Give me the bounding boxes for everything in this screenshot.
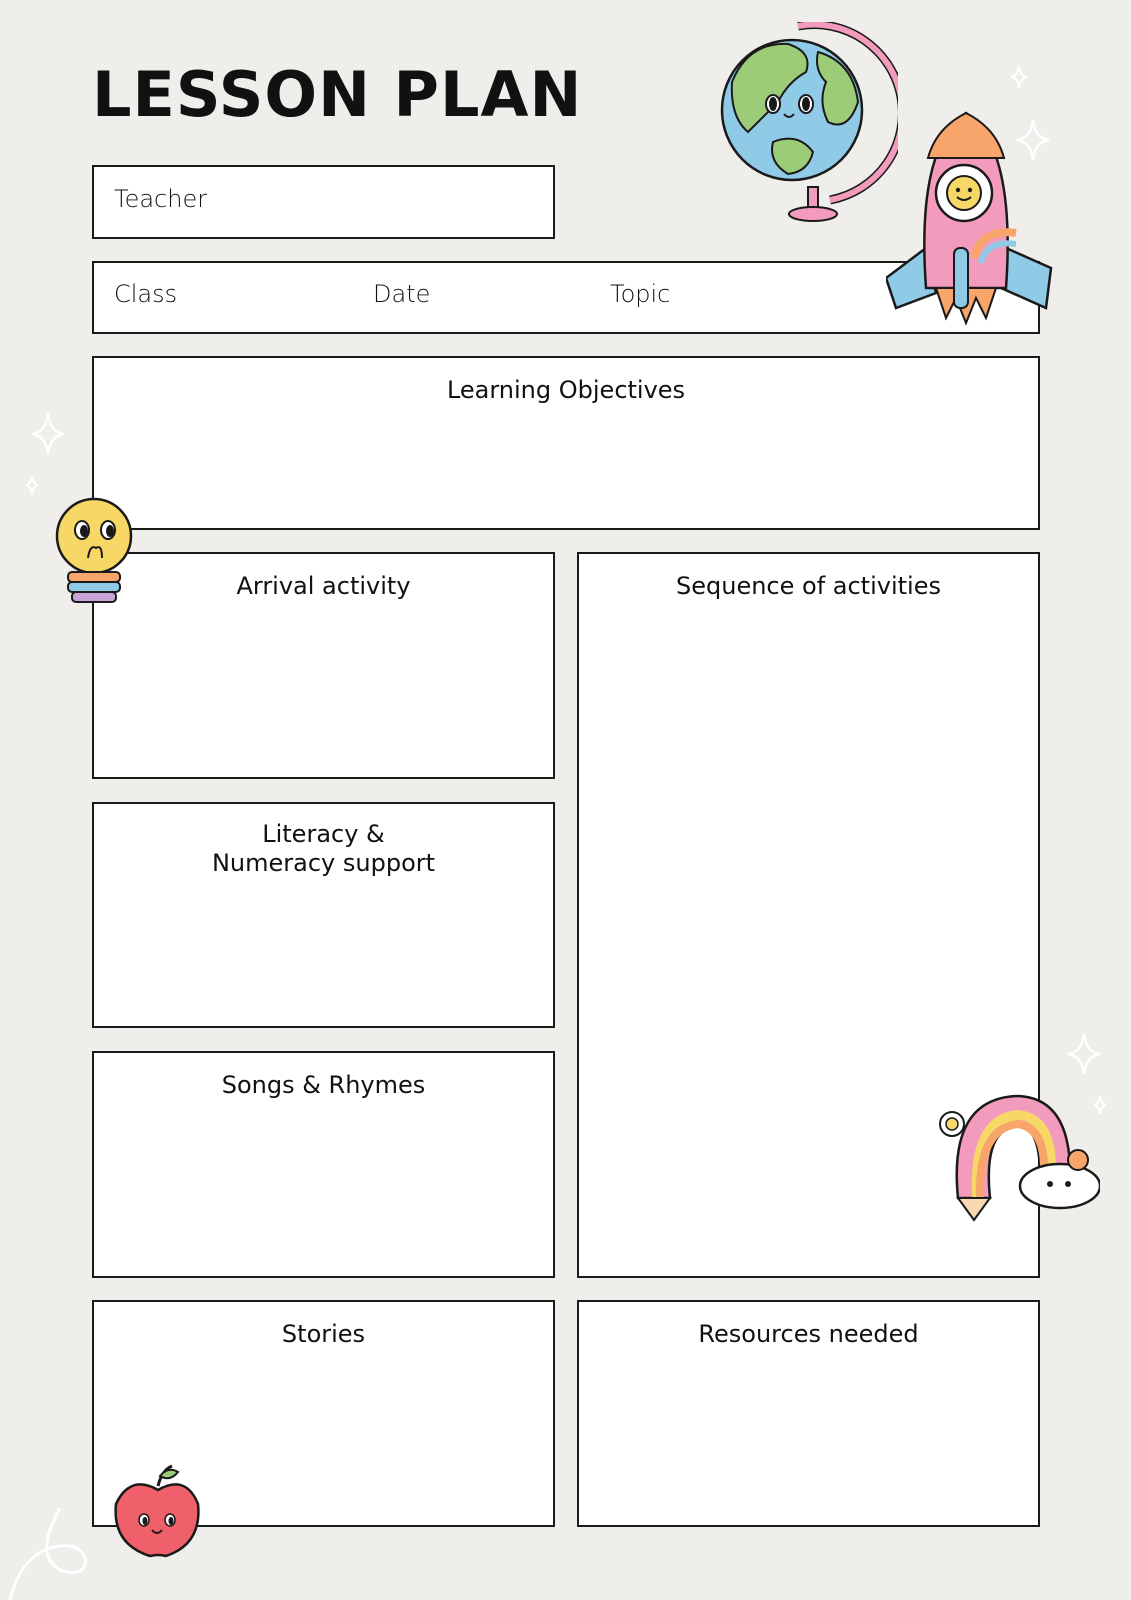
sparkle-icon: [22, 410, 72, 510]
teacher-field[interactable]: [92, 165, 555, 239]
literacy-label-line2: Numeracy support: [211, 849, 436, 877]
swirl-decoration: [0, 1508, 100, 1600]
page-title: LESSON PLAN: [92, 58, 583, 131]
topic-label: Topic: [610, 280, 671, 308]
class-label: Class: [114, 280, 178, 308]
songs-rhymes-label: Songs & Rhymes: [221, 1071, 426, 1099]
teacher-label: Teacher: [114, 185, 208, 213]
literacy-label-line1: Literacy &: [262, 820, 385, 848]
arrival-activity-label: Arrival activity: [236, 572, 411, 600]
apple-icon: [110, 1464, 206, 1560]
stories-label: Stories: [281, 1320, 366, 1348]
songs-rhymes-box[interactable]: [92, 1051, 555, 1278]
arrival-activity-box[interactable]: [92, 552, 555, 779]
resources-needed-box[interactable]: [577, 1300, 1040, 1527]
lightbulb-icon: [52, 496, 136, 608]
literacy-numeracy-box[interactable]: [92, 802, 555, 1028]
learning-objectives-label: Learning Objectives: [446, 376, 686, 404]
date-label: Date: [373, 280, 431, 308]
rainbow-pencil-icon: [938, 1088, 1100, 1224]
learning-objectives-box[interactable]: [92, 356, 1040, 530]
sequence-activities-label: Sequence of activities: [676, 572, 941, 600]
sparkle-icon: [1005, 60, 1055, 170]
resources-needed-label: Resources needed: [698, 1320, 919, 1348]
globe-icon: [718, 22, 898, 222]
